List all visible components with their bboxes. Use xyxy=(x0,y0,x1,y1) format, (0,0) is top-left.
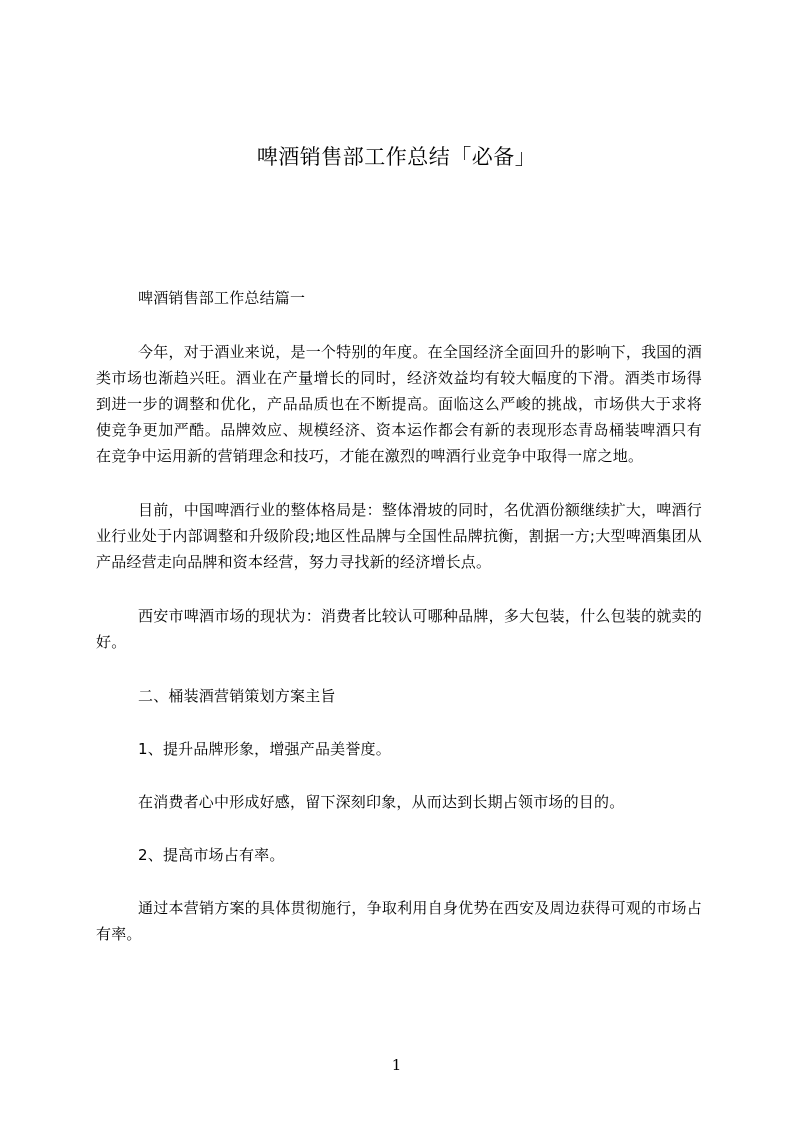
list-item-text: 在消费者心中形成好感，留下深刻印象，从而达到长期占领市场的目的。 xyxy=(138,793,625,811)
document-title: 啤酒销售部工作总结「必备」 xyxy=(256,145,537,169)
list-item-text: 通过本营销方案的具体贯彻施行，争取利用自身优势在西安及周边获得可观的市场占有率。 xyxy=(96,899,702,943)
subheading: 二、桶装酒营销策划方案主旨 xyxy=(138,687,336,705)
page-number: 1 xyxy=(391,1056,402,1074)
list-item-title: 2、提高市场占有率。 xyxy=(138,846,285,864)
paragraph: 西安市啤酒市场的现状为：消费者比较认可哪种品牌，多大包装，什么包装的就卖的好。 xyxy=(96,607,702,651)
document-body xyxy=(96,285,702,947)
list-item-title: 1、提升品牌形象，增强产品美誉度。 xyxy=(138,740,391,758)
paragraph: 今年，对于酒业来说，是一个特别的年度。在全国经济全面回升的影响下，我国的酒类市场也渐趋兴旺。酒业在产量增长的同时，经济效益均有较大幅度的下滑。酒类市场得到进一步的调整和优化，产品品质也在不断提高。面临这么严峻的挑战，市场供大于求将使竞争更加严酷。品牌效应、规模经济、资本运作都会有新的表现形态青岛桶装啤酒只有在竞争中运用新的营销理念和技巧，才能在激烈的啤酒行业竞争中取得一席之地。 xyxy=(96,343,702,465)
paragraph: 目前，中国啤酒行业的整体格局是：整体滑坡的同时，名优酒份额继续扩大，啤酒行业行业处于内部调整和升级阶段;地区性品牌与全国性品牌抗衡，割据一方;大型啤酒集团从产品经营走向品牌和资本经营，努力寻找新的经济增长点。 xyxy=(96,501,702,571)
section-heading: 啤酒销售部工作总结篇一 xyxy=(138,289,306,307)
